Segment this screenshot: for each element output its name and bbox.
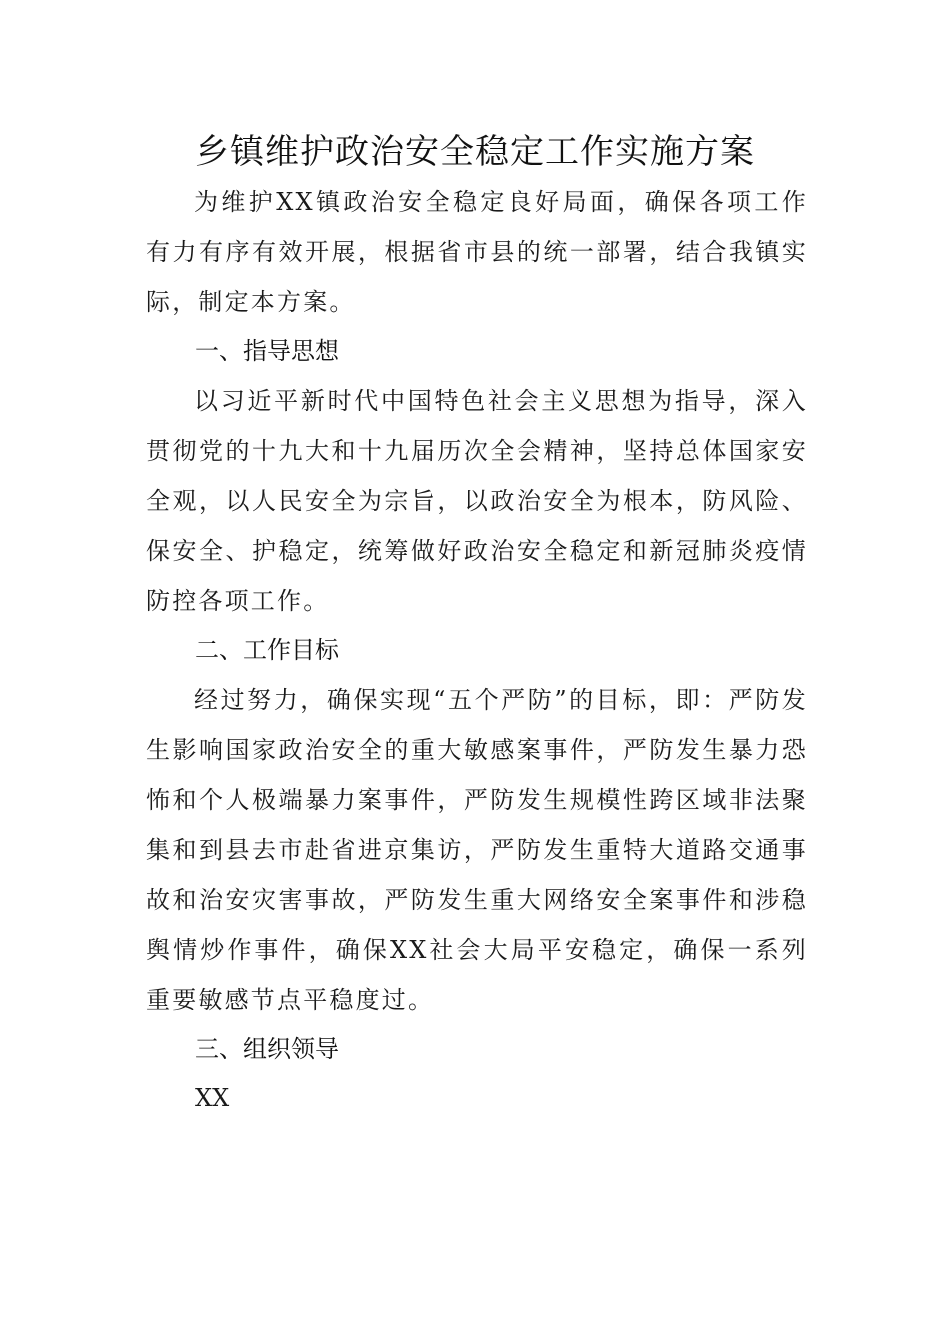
document-title: 乡镇维护政治安全稳定工作实施方案 xyxy=(195,132,755,172)
section-body-work-goals: 经过努力，确保实现“五个严防”的目标，即：严防发生影响国家政治安全的重大敏感案事件，严防发生暴力恐怖和个人极端暴力案事件，严防发生规模性跨区域非法聚集和到县去市赴省进京集访，严防发生重特大道路交通事故和治安灾害事故，严防发生重大网络安全案事件和涉稳舆情炒作事件，确保XX社会大局平安稳定，确保一系列重要敏感节点平稳度过。 xyxy=(146,686,808,1014)
intro-paragraph: 为维护XX镇政治安全稳定良好局面，确保各项工作有力有序有效开展，根据省市县的统一部署，结合我镇实际，制定本方案。 xyxy=(146,188,808,316)
section-body-organization-leadership: XX xyxy=(195,1084,230,1112)
section-body-guiding-ideology: 以习近平新时代中国特色社会主义思想为指导，深入贯彻党的十九大和十九届历次全会精神，坚持总体国家安全观，以人民安全为宗旨，以政治安全为根本，防风险、保安全、护稳定，统筹做好政治安全稳定和新冠肺炎疫情防控各项工作。 xyxy=(146,387,808,615)
section-heading-work-goals: 二、工作目标 xyxy=(195,636,339,664)
section-heading-organization-leadership: 三、组织领导 xyxy=(195,1035,339,1063)
section-heading-guiding-ideology: 一、指导思想 xyxy=(195,337,339,365)
